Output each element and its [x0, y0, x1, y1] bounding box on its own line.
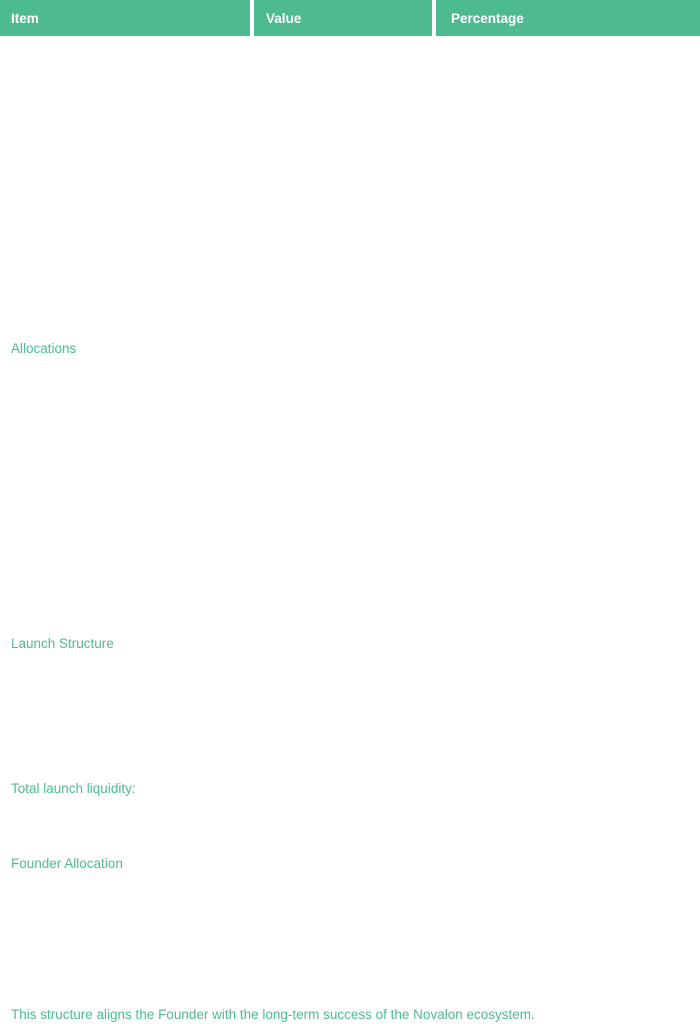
section-heading-allocations: Allocations: [11, 341, 77, 356]
column-header-percentage: Percentage: [436, 0, 700, 36]
column-header-value: Value: [254, 0, 432, 36]
closing-note: This structure aligns the Founder with the long-term success of the Novalon ecosystem.: [11, 1007, 535, 1022]
column-header-item: Item: [0, 0, 250, 36]
total-launch-liquidity-label: Total launch liquidity:: [11, 781, 136, 796]
table-header-row: [0, 0, 700, 36]
section-heading-founder-allocation: Founder Allocation: [11, 856, 123, 871]
section-heading-launch-structure: Launch Structure: [11, 636, 114, 651]
